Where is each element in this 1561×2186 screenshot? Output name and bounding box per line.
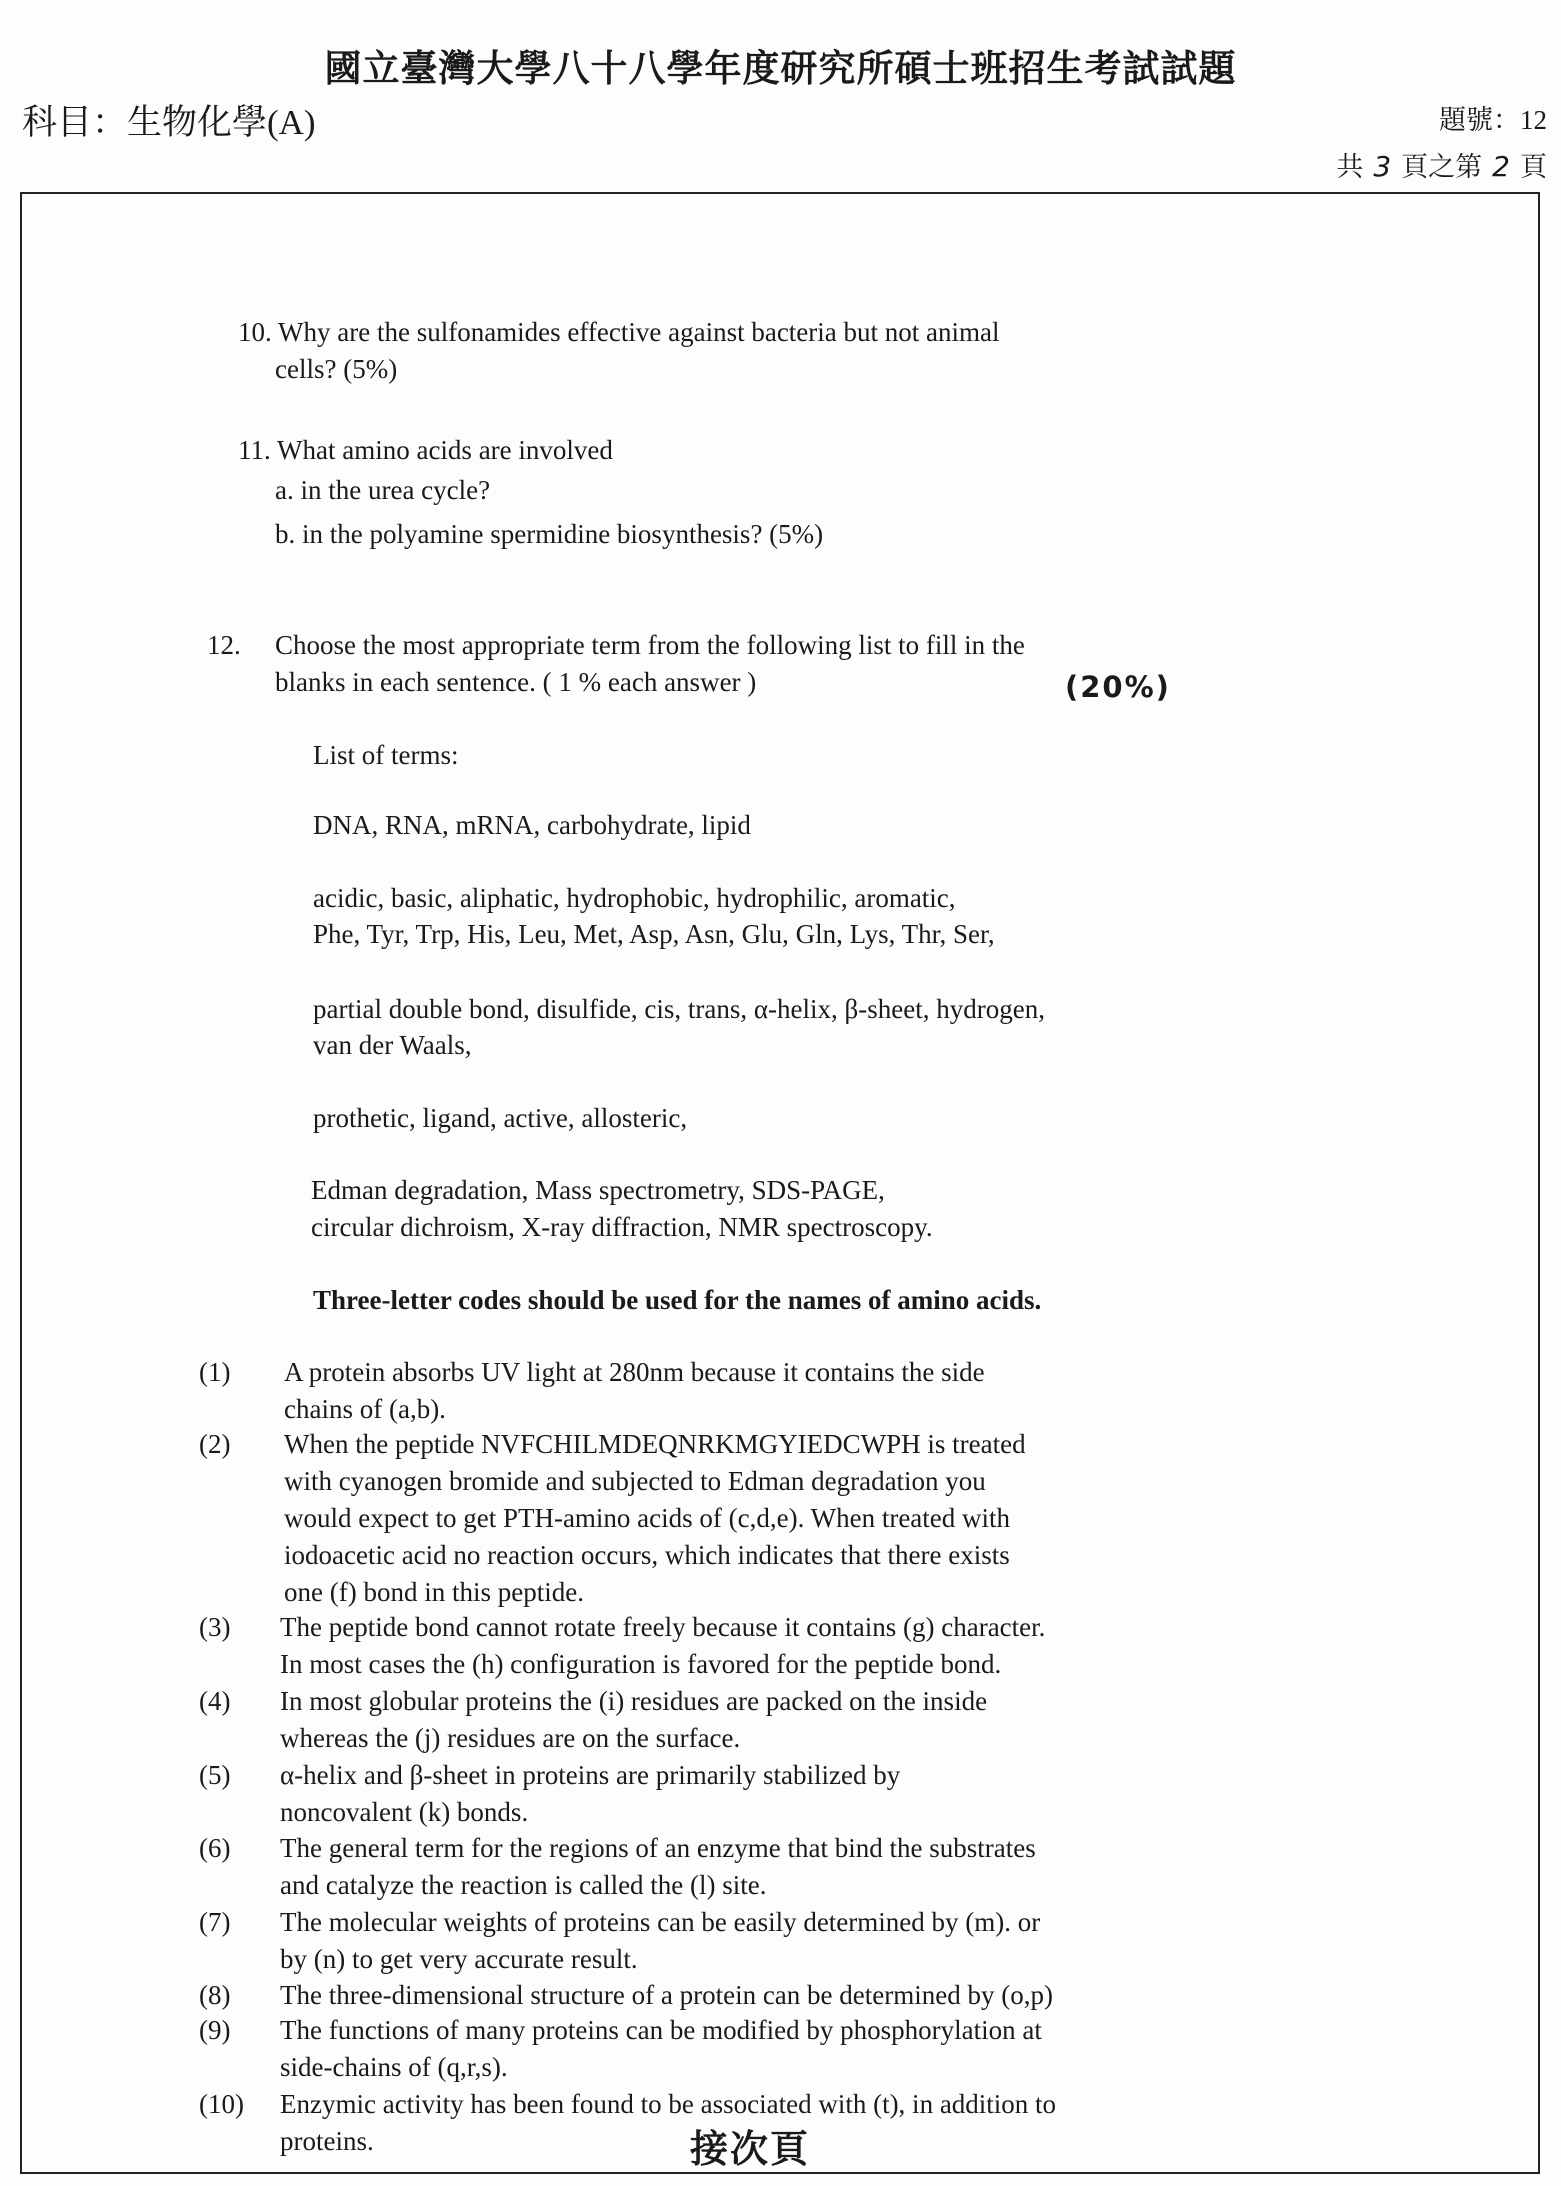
item-text: whereas the (j) residues are on the surface. xyxy=(280,1723,741,1753)
list-item xyxy=(199,1683,1399,1763)
item-text: Enzymic activity has been found to be associated with (t), in addition to xyxy=(280,2089,1057,2119)
item-text: When the peptide NVFCHILMDEQNRKMGYIEDCWPH is treated xyxy=(284,1429,1026,1459)
item-number: (8) xyxy=(199,1980,231,2010)
item-text: noncovalent (k) bonds. xyxy=(280,1797,529,1827)
q10-line2: cells? (5%) xyxy=(275,354,398,384)
terms-group-5a: Edman degradation, Mass spectrometry, SDS-PAGE, xyxy=(311,1175,885,1205)
item-text: chains of (a,b). xyxy=(284,1394,446,1424)
item-text: with cyanogen bromide and subjected to Edman degradation you xyxy=(284,1466,986,1496)
item-text: The molecular weights of proteins can be easily determined by (m). or xyxy=(280,1907,1041,1937)
item-number: (3) xyxy=(199,1612,231,1642)
item-number: (5) xyxy=(199,1760,231,1790)
page-indicator xyxy=(1336,145,1547,184)
page-prefix: 共 xyxy=(1336,152,1364,182)
terms-group-3b: van der Waals, xyxy=(313,1030,472,1060)
item-text: proteins. xyxy=(280,2126,374,2156)
item-text: In most globular proteins the (i) residues are packed on the inside xyxy=(280,1686,988,1716)
item-text: would expect to get PTH-amino acids of (c,d,e). When treated with xyxy=(284,1503,1011,1533)
item-number: (4) xyxy=(199,1686,231,1716)
amino-acid-code-note: Three-letter codes should be used for the names of amino acids. xyxy=(313,1285,1042,1315)
list-item xyxy=(199,1354,1399,1434)
terms-heading: List of terms: xyxy=(313,740,459,770)
item-text: and catalyze the reaction is called the (l) site. xyxy=(280,1870,767,1900)
item-text: iodoacetic acid no reaction occurs, which indicates that there exists xyxy=(284,1540,1010,1570)
item-number: (7) xyxy=(199,1907,231,1937)
item-text: A protein absorbs UV light at 280nm because it contains the side xyxy=(284,1357,985,1387)
page-middle: 頁之第 xyxy=(1401,152,1483,182)
q12-number: 12. xyxy=(207,630,241,660)
terms-group-2a: acidic, basic, aliphatic, hydrophobic, hydrophilic, aromatic, xyxy=(313,883,956,913)
list-item xyxy=(199,2012,1399,2092)
subject-label: 科目：生物化學(A) xyxy=(22,103,316,142)
item-number: (2) xyxy=(199,1429,231,1459)
list-item xyxy=(199,1426,1399,1616)
list-item xyxy=(199,1609,1399,1689)
q10-line1: 10. Why are the sulfonamides effective against bacteria but not animal xyxy=(238,317,1000,347)
terms-group-5b: circular dichroism, X-ray diffraction, NMR spectroscopy. xyxy=(311,1212,933,1242)
item-text: The three-dimensional structure of a protein can be determined by (o,p) xyxy=(280,1980,1053,2010)
item-text: The general term for the regions of an enzyme that bind the substrates xyxy=(280,1833,1036,1863)
terms-group-3a: partial double bond, disulfide, cis, trans, α-helix, β-sheet, hydrogen, xyxy=(313,994,1045,1024)
item-text: α-helix and β-sheet in proteins are primarily stabilized by xyxy=(280,1760,901,1790)
page-total: 3 xyxy=(1373,150,1392,183)
item-text: side-chains of (q,r,s). xyxy=(280,2052,508,2082)
question-number: 題號：12 xyxy=(1439,105,1547,135)
list-item xyxy=(199,1830,1399,1910)
list-item xyxy=(199,1757,1399,1837)
q11-line1: 11. What amino acids are involved xyxy=(238,435,613,465)
item-number: (10) xyxy=(199,2089,244,2119)
item-text: The peptide bond cannot rotate freely because it contains (g) character. xyxy=(280,1612,1046,1642)
q12-points-handwritten: (20%) xyxy=(1065,670,1171,704)
q12-line2: blanks in each sentence. ( 1 % each answer ) xyxy=(275,667,757,697)
list-item xyxy=(199,1977,1399,2017)
item-text: The functions of many proteins can be modified by phosphorylation at xyxy=(280,2015,1042,2045)
terms-group-1: DNA, RNA, mRNA, carbohydrate, lipid xyxy=(313,810,751,840)
q11-part-a: a. in the urea cycle? xyxy=(275,475,491,505)
terms-group-4: prothetic, ligand, active, allosteric, xyxy=(313,1103,688,1133)
q11-part-b: b. in the polyamine spermidine biosynthesis? (5%) xyxy=(275,519,824,549)
continued-next-page: 接次頁 xyxy=(690,2126,811,2171)
item-text: one (f) bond in this peptide. xyxy=(284,1577,584,1607)
item-number: (1) xyxy=(199,1357,231,1387)
terms-group-2b: Phe, Tyr, Trp, His, Leu, Met, Asp, Asn, Glu, Gln, Lys, Thr, Ser, xyxy=(313,919,995,949)
item-text: In most cases the (h) configuration is favored for the peptide bond. xyxy=(280,1649,1002,1679)
item-number: (9) xyxy=(199,2015,231,2045)
item-text: by (n) to get very accurate result. xyxy=(280,1944,638,1974)
q12-line1: Choose the most appropriate term from the following list to fill in the xyxy=(275,630,1025,660)
item-number: (6) xyxy=(199,1833,231,1863)
exam-title: 國立臺灣大學八十八學年度研究所碩士班招生考試試題 xyxy=(324,49,1237,90)
list-item xyxy=(199,1904,1399,1984)
page-suffix: 頁 xyxy=(1520,152,1547,182)
page-current: 2 xyxy=(1492,150,1510,183)
